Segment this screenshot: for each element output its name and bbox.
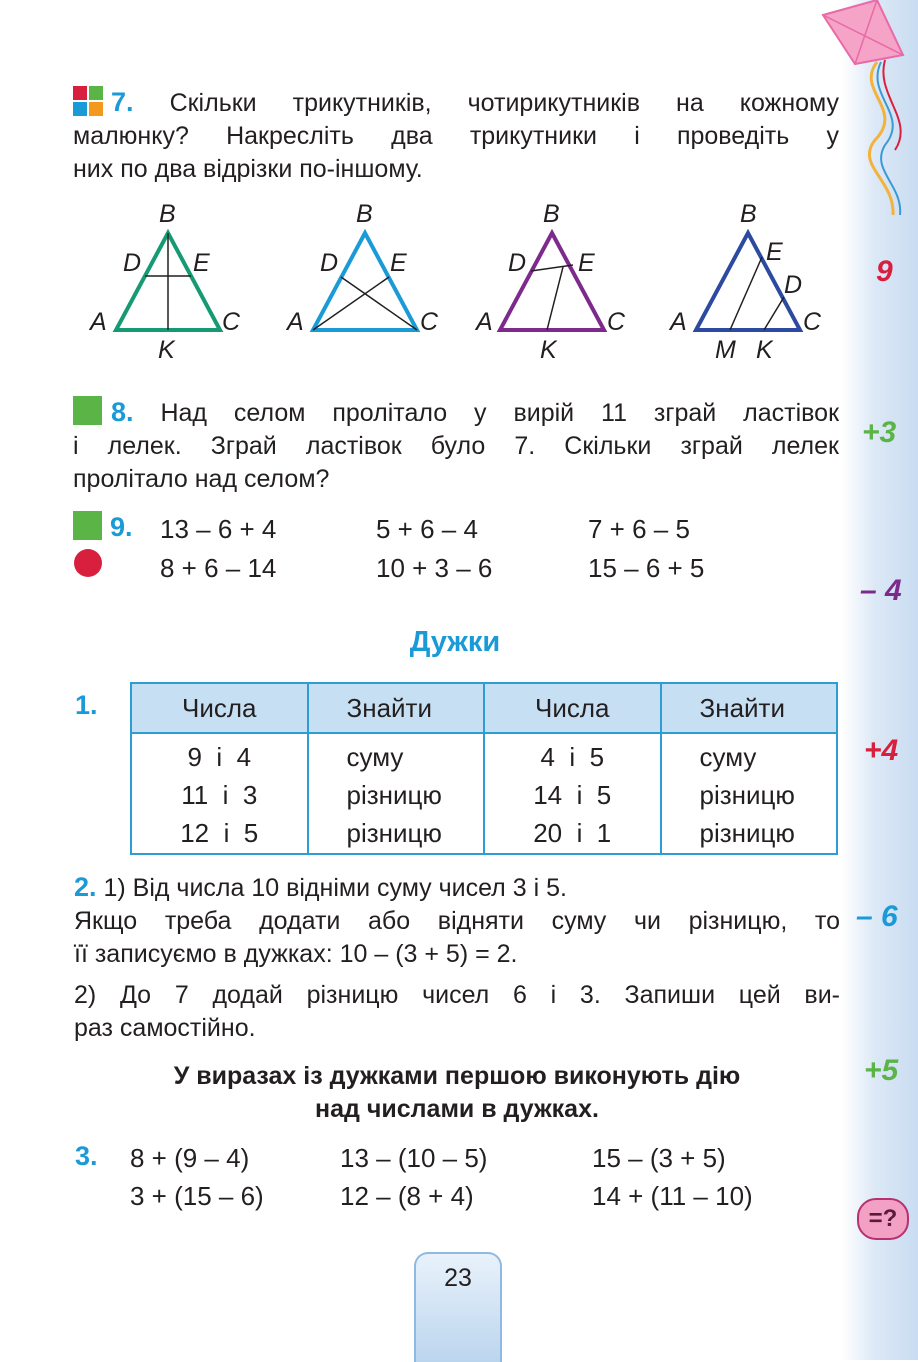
figure-1 <box>88 200 241 364</box>
svg-text:D: D <box>784 271 803 299</box>
table-header: Числа <box>484 683 661 733</box>
task9-number: 9. <box>110 512 133 542</box>
svg-text:C: C <box>222 308 241 336</box>
ex1-number: 1. <box>75 690 98 720</box>
ex3-expr: 12 – (8 + 4) <box>340 1181 474 1211</box>
svg-text:E: E <box>766 238 783 266</box>
task9-expr: 5 + 6 – 4 <box>376 514 478 544</box>
svg-text:B: B <box>356 200 373 228</box>
task8-text: 8. Над селом пролітало у вирій 11 зграй ластівок і лелек. Зграй ластівок було 7. Скільки зграй лелек пролітало над селом? <box>73 397 840 493</box>
ex2-text: 2. 1) Від числа 10 відніми суму чисел 3 і 5. Якщо треба додати або відняти суму чи різницю, то її записуємо в дужках: 10 – (3 + 5) = 2. 2) До 7 додай різницю чисел 6 і 3. Запиши цей ви- раз самостійно. <box>74 872 840 1042</box>
sidebar-label-1: 9 <box>876 255 893 288</box>
svg-text:B: B <box>740 200 757 228</box>
task9-icon <box>73 511 102 540</box>
svg-text:K: K <box>158 336 175 364</box>
svg-text:K: K <box>540 336 557 364</box>
task9-expr: 10 + 3 – 6 <box>376 553 493 583</box>
question-bubble-icon: =? <box>857 1198 909 1240</box>
svg-text:A: A <box>670 308 687 336</box>
svg-text:E: E <box>578 249 595 277</box>
sidebar-label-5: – 6 <box>856 900 898 933</box>
rule-text: У виразах із дужками першою виконують дію над числами в дужках. <box>173 1062 741 1123</box>
table-header: Знайти <box>661 683 838 733</box>
ex2-number: 2. <box>74 872 97 902</box>
sidebar-label-3: – 4 <box>860 574 902 607</box>
svg-text:B: B <box>159 200 176 228</box>
task7-number: 7. <box>111 87 134 117</box>
task9-expr: 15 – 6 + 5 <box>588 553 705 583</box>
svg-text:C: C <box>420 308 439 336</box>
ex3-expr: 3 + (15 – 6) <box>130 1181 264 1211</box>
svg-text:D: D <box>508 249 527 277</box>
task7-text: 7. Скільки трикутників, чотирикутників на кожному малюнку? Накресліть два трикутники і проведіть у них по два відрізки по-іншому. <box>73 87 839 183</box>
ex3-expr: 8 + (9 – 4) <box>130 1143 250 1173</box>
svg-text:C: C <box>607 308 626 336</box>
svg-text:E: E <box>193 249 210 277</box>
ex3-expr: 15 – (3 + 5) <box>592 1143 726 1173</box>
table-header: Знайти <box>308 683 485 733</box>
table-cell: суму різницю різницю <box>308 733 485 854</box>
ex3-expr: 14 + (11 – 10) <box>592 1181 753 1211</box>
table-cell: суму різницю різницю <box>661 733 838 854</box>
ex3-number: 3. <box>75 1141 98 1171</box>
ex3-expr: 13 – (10 – 5) <box>340 1143 488 1173</box>
task9-expr: 8 + 6 – 14 <box>160 553 277 583</box>
table-cell: 4 і 5 14 і 5 20 і 1 <box>484 733 661 854</box>
table-cell: 9 і 4 11 і 3 12 і 5 <box>131 733 308 854</box>
svg-text:A: A <box>90 308 107 336</box>
svg-text:A: A <box>476 308 493 336</box>
sidebar-label-4: +4 <box>864 734 899 767</box>
svg-text:D: D <box>123 249 142 277</box>
task9-expr: 13 – 6 + 4 <box>160 514 277 544</box>
figure-3 <box>474 200 626 364</box>
table-header: Числа <box>131 683 308 733</box>
svg-text:B: B <box>543 200 560 228</box>
page-number: 23 <box>444 1264 472 1292</box>
svg-text:C: C <box>803 308 822 336</box>
svg-text:M: M <box>715 336 736 364</box>
task8-number: 8. <box>111 397 134 427</box>
ex1-table <box>130 682 838 855</box>
red-dot-icon <box>74 549 102 577</box>
figure-4 <box>668 200 822 364</box>
svg-text:D: D <box>320 249 339 277</box>
sidebar-label-2: +3 <box>862 416 897 449</box>
figure-2 <box>285 200 439 336</box>
sidebar-label-6: +5 <box>864 1054 899 1087</box>
triangle-figures <box>85 195 835 370</box>
page-number-tab <box>414 1252 502 1362</box>
svg-text:A: A <box>287 308 304 336</box>
svg-text:E: E <box>390 249 407 277</box>
svg-text:K: K <box>756 336 773 364</box>
task9-expr: 7 + 6 – 5 <box>588 514 690 544</box>
section-title: Дужки <box>409 626 501 658</box>
